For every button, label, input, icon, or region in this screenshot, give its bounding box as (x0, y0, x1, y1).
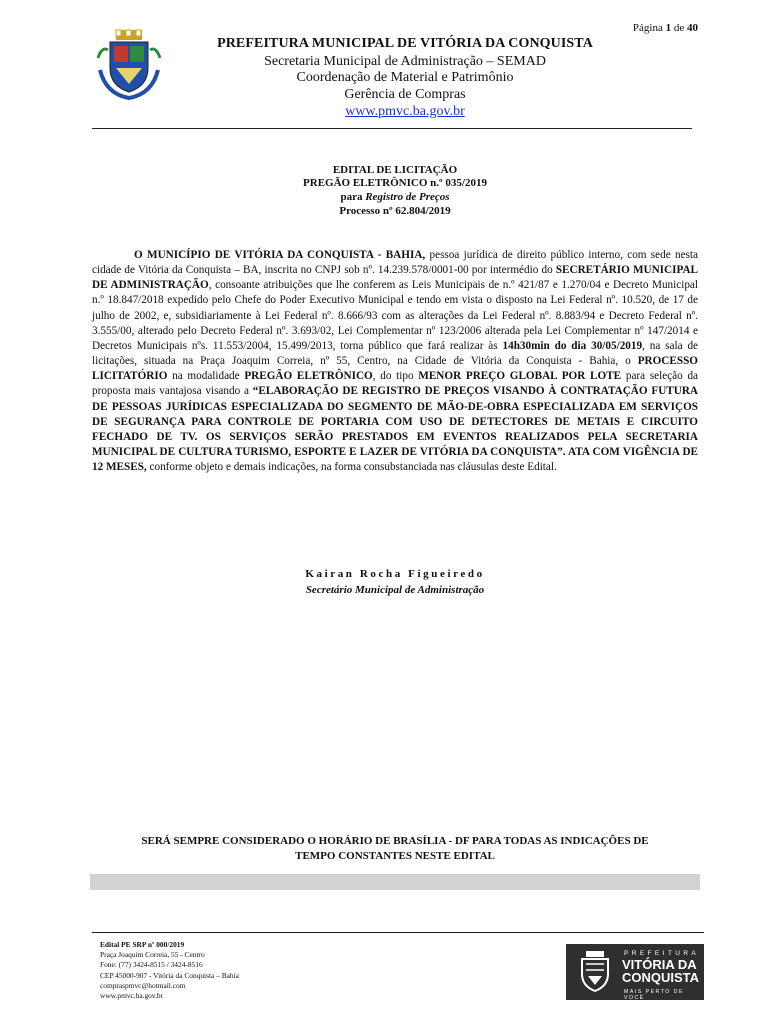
processo-number: Processo nº 62.804/2019 (339, 205, 451, 217)
logo-tagline: MAIS PERTO DE VOCÊ (624, 989, 684, 1001)
header-divider (92, 128, 692, 129)
logo-crest-icon (574, 950, 616, 994)
footer-site: www.pmvc.ba.gov.br (100, 991, 164, 1001)
gray-separator-bar (90, 874, 700, 890)
header-link-wrap (170, 104, 640, 120)
registro-precos: para Registro de Preços (340, 191, 450, 203)
signatory-role: Secretário Municipal de Administração (305, 584, 485, 596)
logo-prefeitura: PREFEITURA (624, 950, 700, 957)
footer-divider (92, 932, 704, 933)
header-coordenacao: Coordenação de Material e Patrimônio (296, 70, 514, 85)
logo-city-name: VITÓRIA DA CONQUISTA (622, 957, 700, 985)
footer-info: Edital PE SRP nº 000/2019 Praça Joaquim Correia, 55 - Centro Fone: (77) 3424-8515 / 3424-8516 CEP 45000-907 - Vitória da Conquista – Bahia compraspmvc@hotmail.com www.pmvc.ba.gov.br (100, 940, 239, 1001)
prefeitura-logo (566, 944, 704, 1000)
pregao-number: PREGÃO ELETRÔNICO n.º 035/2019 (303, 177, 487, 189)
page-number: Página 1 de 40 (632, 22, 698, 34)
footer-email: compraspmvc@hotmail.com (100, 980, 186, 990)
edital-title: EDITAL DE LICITAÇÃO (332, 164, 458, 176)
header-secretaria: Secretaria Municipal de Administração – SEMAD (264, 54, 546, 69)
signatory-name: Kairan Rocha Figueiredo (305, 568, 485, 580)
header-title: PREFEITURA MUNICIPAL DE VITÓRIA DA CONQUISTA (217, 36, 593, 51)
timezone-notice: SERÁ SEMPRE CONSIDERADO O HORÁRIO DE BRASÍLIA - DF PARA TODAS AS INDICAÇÕES DE TEMPO CONSTANTES NESTE EDITAL (141, 835, 649, 862)
header-gerencia: Gerência de Compras (344, 87, 466, 102)
website-link[interactable]: www.pmvc.ba.gov.br (345, 104, 465, 119)
main-paragraph: O MUNICÍPIO DE VITÓRIA DA CONQUISTA - BAHIA, pessoa jurídica de direito público interno, com sede nesta cidade de Vitória da Conquista – BA, inscrita no CNPJ sob nº. 14.239.578/0001-00 por intermédio do SECRETÁRIO MUNICIPAL DE ADMINISTRAÇÃO, consoante atribuições que lhe conferem as Leis Municipais de n.º 421/87 e 1.270/04 e Decreto Municipal n.º 18.847/2018 expedido pelo Chefe do Poder Executivo Municipal e tendo em vista o disposto na Lei Federal nº. 10.520, de 17 de julho de 2002, e, subsidiariamente à Lei Federal nº. 8.666/93 com as alterações da Lei Federal nº. 8.883/94 e Decreto Federal nº. 3.555/00, alterado pelo Decreto Federal nº. 3.693/02, Lei Complementar nº 123/2006 alterada pela Lei Complementar nº 147/2014 e Decretos Municipais nºs. 11.553/2004, 15.499/2013, torna público que fará realizar às 14h30min do dia 30/05/2019, na sala de licitações, situada na Praça Joaquim Correia, nº 55, Centro, na Cidade de Vitória da Conquista - Bahia, o PROCESSO LICITATÓRIO na modalidade PREGÃO ELETRÔNICO, do tipo MENOR PREÇO GLOBAL POR LOTE para seleção da proposta mais vantajosa visando a “ELABORAÇÃO DE REGISTRO DE PREÇOS VISANDO À CONTRATAÇÃO FUTURA DE PESSOAS JURÍDICAS ESPECIALIZADA DO SEGMENTO DE MÃO-DE-OBRA ESPECIALIZADA EM SERVIÇOS DE SEGURANÇA PARA CONTROLE DE PORTARIA COM USO DE DETECTORES DE METAIS E CIRCUITO FECHADO DE TV. OS SERVIÇOS SERÃO PRESTADOS EM EVENTOS REALIZADOS PELA SECRETARIA MUNICIPAL DE CULTURA TURISMO, ESPORTE E LAZER DE VITÓRIA DA CONQUISTA”. ATA COM VIGÊNCIA DE 12 MESES, conforme objeto e demais indicações, na forma consubstanciada nas cláusulas deste Edital. (92, 249, 699, 474)
city-crest-icon (96, 28, 162, 100)
